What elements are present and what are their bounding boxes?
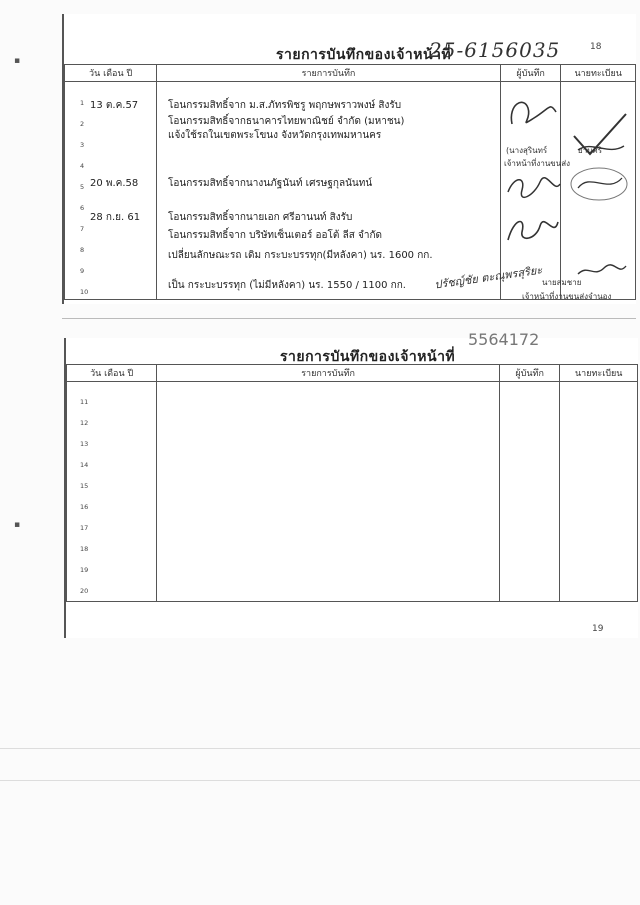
sheet2-title: รายการบันทึกของเจ้าหน้าที่ (280, 349, 456, 365)
entry-line: โอนกรรมสิทธิ์จาก บริษัทเซ็นเตอร์ ออโต้ ลีส จำกัด (168, 230, 383, 241)
header-date: วัน เดือน ปี (67, 365, 157, 382)
line-number: 7 (80, 225, 85, 233)
line-number: 10 (80, 288, 89, 296)
sheet2-body-row (67, 382, 638, 602)
recorder-handwritten-name: ปรัชญ์ชัย ตะณุพรสุริยะ (433, 263, 543, 292)
line-number: 17 (80, 524, 89, 532)
line-number: 3 (80, 141, 85, 149)
recorder-signature-2 (504, 172, 564, 200)
recorder-signature-1 (504, 94, 564, 134)
record-sheet-2 (64, 330, 638, 638)
sheet1-header-row (65, 65, 636, 82)
line-number: 15 (80, 482, 89, 490)
entry-line: แจ้งใช้รถในเขตพระโขนง จังหวัดกรุงเทพมหานคร (168, 130, 382, 141)
punch-mark: ▪ (14, 56, 21, 66)
sheet1-page-number: 18 (590, 42, 602, 52)
entry-date: 20 พ.ค.58 (90, 178, 139, 189)
sheet1-handwritten-number: 25-6156035 (429, 38, 561, 62)
line-number: 18 (80, 545, 89, 553)
line-number: 9 (80, 267, 85, 275)
registrar-title: นายสมชาย (542, 278, 582, 287)
record-sheet-1 (62, 14, 636, 304)
registrar-signature (574, 260, 630, 282)
recorder-name: (นางสุรินทร์ (506, 146, 548, 155)
punch-mark: ▪ (14, 520, 21, 530)
entry-date: 13 ต.ค.57 (90, 100, 139, 111)
entry-line: เปลี่ยนลักษณะรถ เดิม กระบะบรรทุก(มีหลังคา) นร. 1600 กก. (168, 250, 433, 261)
line-number: 1 (80, 99, 85, 107)
line-number: 13 (80, 440, 89, 448)
entry-line: โอนกรรมสิทธิ์จากนายเอก ศรีอานนท์ สิงรับ (168, 212, 353, 223)
line-number: 20 (80, 587, 89, 595)
entry-line: โอนกรรมสิทธิ์จากนางนภัฐนันท์ เศรษฐกุลนันทน์ (168, 178, 373, 189)
header-recorder: ผู้บันทึก (499, 365, 560, 382)
line-number: 14 (80, 461, 89, 469)
line-number: 4 (80, 162, 85, 170)
line-number: 6 (80, 204, 85, 212)
sheet2-table (66, 364, 638, 602)
line-number: 2 (80, 120, 85, 128)
entry-line: เป็น กระบะบรรทุก (ไม่มีหลังคา) นร. 1550 / 1100 กก. (168, 280, 406, 291)
scan-line (0, 780, 640, 781)
line-number: 12 (80, 419, 89, 427)
entry-date: 28 ก.ย. 61 (90, 212, 141, 223)
header-entry: รายการบันทึก (157, 65, 501, 82)
entry-line: โอนกรรมสิทธิ์จากธนาคารไทยพาณิชย์ จำกัด (มหาชน) (168, 116, 405, 127)
recorder-title: เจ้าหน้าที่งานขนส่ง (504, 159, 571, 168)
entry-line: โอนกรรมสิทธิ์จาก ม.ส.ภัทรพิชรู พฤกษพราวพงษ์ สิงรับ (168, 100, 402, 111)
sheet2-header-row (67, 365, 638, 382)
scan-divider (62, 318, 636, 319)
header-registrar: นายทะเบียน (561, 65, 636, 82)
line-number: 5 (80, 183, 85, 191)
registrar-stamp (568, 164, 630, 204)
header-registrar: นายทะเบียน (560, 365, 638, 382)
header-recorder: ผู้บันทึก (500, 65, 561, 82)
registrar-office: เจ้าหน้าที่งานขนส่งจำนอง (522, 292, 612, 301)
line-number: 19 (80, 566, 89, 574)
header-date: วัน เดือน ปี (65, 65, 157, 82)
registrar-name: ยานศิริ (578, 146, 603, 155)
header-entry: รายการบันทึก (157, 365, 500, 382)
sheet2-page-number: 19 (592, 624, 604, 634)
scan-line (0, 748, 640, 749)
recorder-signature-3 (502, 212, 562, 248)
line-number: 8 (80, 246, 85, 254)
line-number: 11 (80, 398, 89, 406)
line-number: 16 (80, 503, 89, 511)
sheet1-title: รายการบันทึกของเจ้าหน้าที่ (276, 47, 452, 63)
sheet2-partial-number: 5564172 (468, 330, 540, 349)
